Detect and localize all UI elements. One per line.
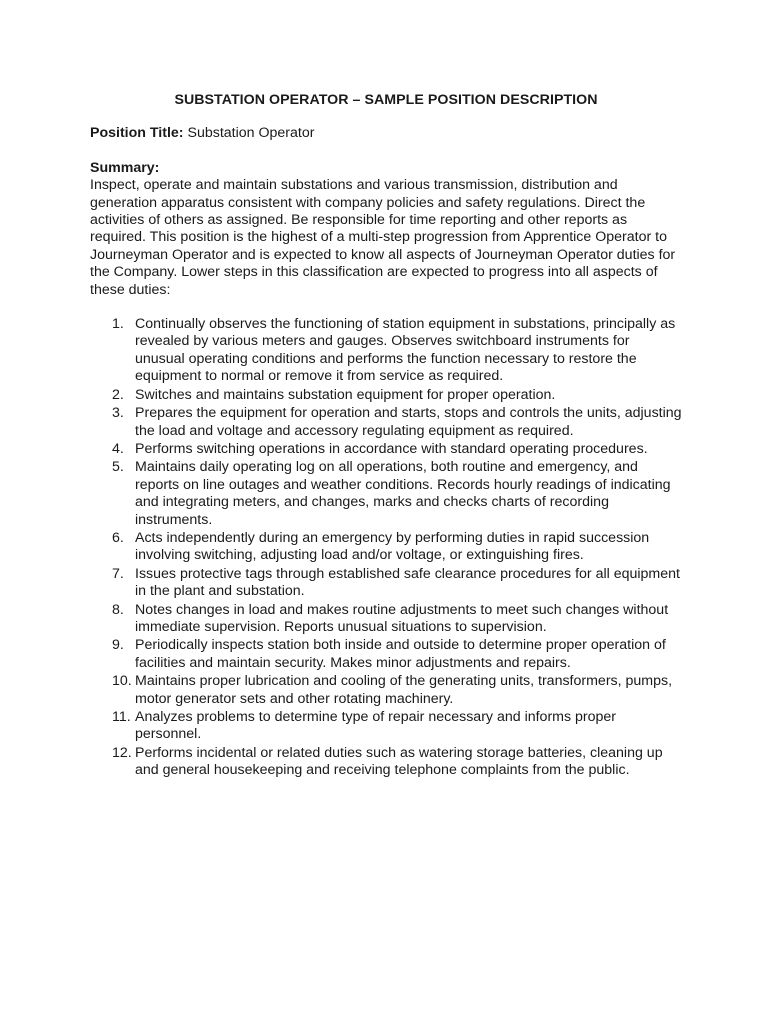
duty-item xyxy=(90,441,682,458)
duty-text: Periodically inspects station both inside and outside to determine proper operation of facilities and maintain security. Makes minor adjustments and repairs. xyxy=(135,637,666,671)
duty-item xyxy=(90,405,682,440)
duty-text: Analyzes problems to determine type of repair necessary and informs proper personnel. xyxy=(135,709,617,743)
duty-number: 3. xyxy=(112,405,124,422)
document-content xyxy=(90,92,682,781)
duty-number: 5. xyxy=(112,459,124,476)
duty-item xyxy=(90,566,682,601)
duty-number: 11. xyxy=(112,709,131,725)
duty-text: Issues protective tags through established safe clearance procedures for all equipment in the plant and substation. xyxy=(135,565,680,600)
position-title-value: Substation Operator xyxy=(187,125,315,142)
duty-item xyxy=(90,745,682,780)
duty-text: Maintains daily operating log on all operations, both routine and emergency, and reports on line outages and weather conditions. Records hourly readings of indicating and integrating meters, and changes, marks and checks charts of recording instruments. xyxy=(135,459,671,528)
duty-number: 2. xyxy=(112,386,124,403)
summary-heading: Summary: xyxy=(90,159,160,176)
summary-text: Inspect, operate and maintain substations and various transmission, distribution and generation apparatus consistent with company policies and safety regulations. Direct the activities of others as assigned. Be responsible for time reporting and other reports as required. This position is the highest of a multi-step progression from Apprentice Operator to Journeyman Operator and is expected to know all aspects of Journeyman Operator duties for the Company. Lower steps in this classification are expected to progress into all aspects of these duties: xyxy=(90,177,676,298)
position-title-label: Position Title: xyxy=(90,125,184,142)
duty-number: 12. xyxy=(112,744,132,761)
duty-text: Performs switching operations in accordance with standard operating procedures. xyxy=(135,440,648,457)
duty-text: Acts independently during an emergency by performing duties in rapid succession involving switching, adjusting load and/or voltage, or extinguishing fires. xyxy=(135,529,650,564)
duty-item xyxy=(90,602,682,637)
duty-text: Prepares the equipment for operation and starts, stops and controls the units, adjusting the load and voltage and accessory regulating equipment as required. xyxy=(135,405,682,439)
duty-number: 1. xyxy=(112,316,124,333)
duty-number: 9. xyxy=(112,637,124,654)
duty-item xyxy=(90,637,682,672)
duty-item xyxy=(90,673,682,708)
duty-item xyxy=(90,530,682,565)
duty-text: Maintains proper lubrication and cooling of the generating units, transformers, pumps, motor generator sets and other rotating machinery. xyxy=(135,673,673,707)
duty-number: 7. xyxy=(112,565,124,582)
duty-text: Notes changes in load and makes routine adjustments to meet such changes without immediate supervision. Reports unusual situations to supervision. xyxy=(135,601,669,635)
duty-item xyxy=(90,459,682,529)
duty-number: 8. xyxy=(112,601,124,618)
document-title: SUBSTATION OPERATOR – SAMPLE POSITION DESCRIPTION xyxy=(174,92,598,108)
duty-number: 10. xyxy=(112,673,132,690)
duty-item xyxy=(90,316,682,386)
duties-list xyxy=(90,316,682,780)
duty-item xyxy=(90,387,682,404)
duty-text: Performs incidental or related duties such as watering storage batteries, cleaning up and general housekeeping and receiving telephone complaints from the public. xyxy=(135,744,663,779)
duty-text: Switches and maintains substation equipment for proper operation. xyxy=(135,386,556,403)
duty-number: 6. xyxy=(112,529,124,546)
position-title-line xyxy=(90,125,682,142)
duty-number: 4. xyxy=(112,440,124,457)
duty-text: Continually observes the functioning of station equipment in substations, principally as revealed by various meters and gauges. Observes switchboard instruments for unusual operating conditions and performs the function necessary to restore the equipment to normal or remove it from service as required. xyxy=(135,316,676,385)
duty-item xyxy=(90,709,682,744)
